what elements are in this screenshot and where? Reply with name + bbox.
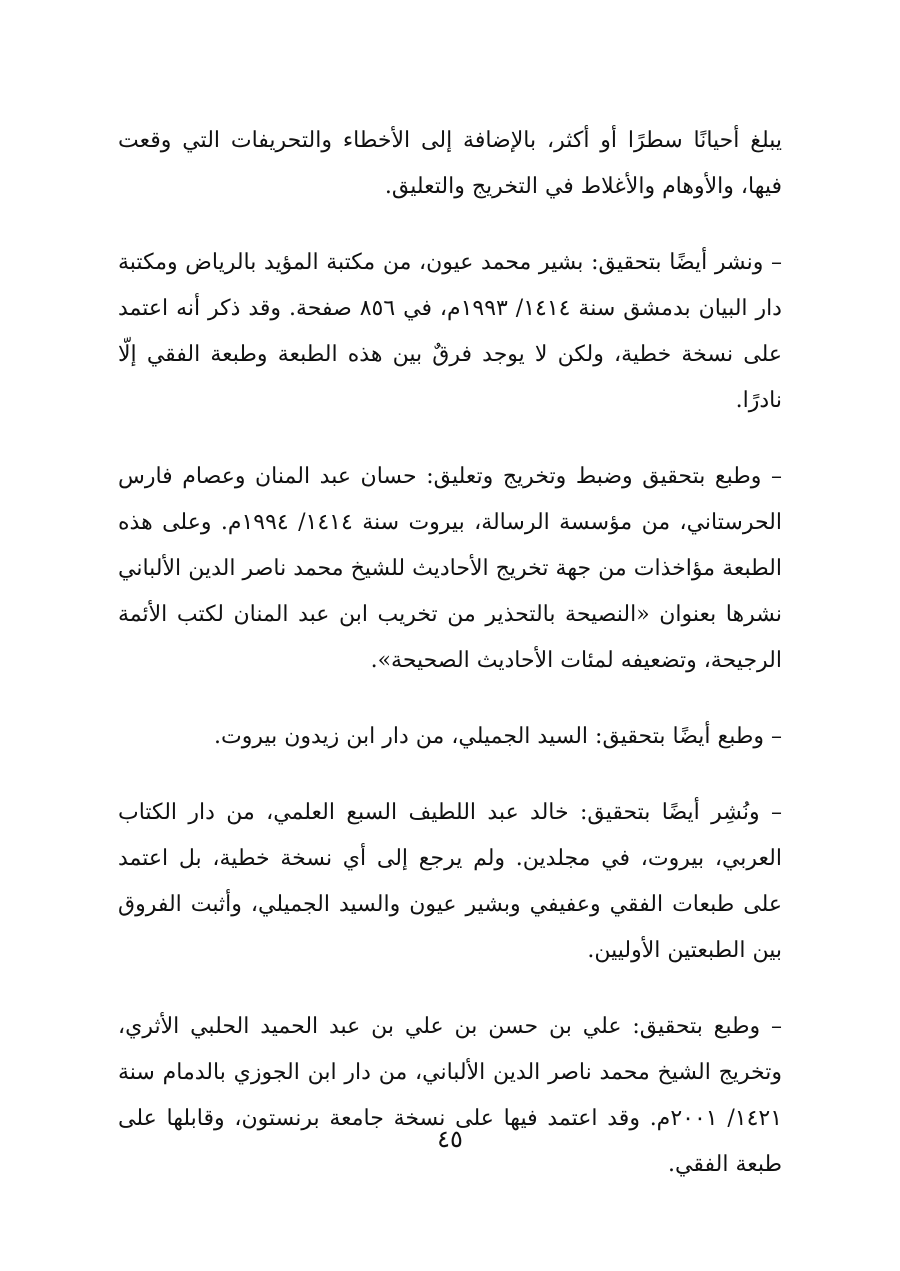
paragraph-edition-sayyid-jumaili: – وطبع أيضًا بتحقيق: السيد الجميلي، من دار ابن زيدون بيروت. bbox=[214, 724, 782, 749]
paragraph-edition-khalid-alsab: – ونُشِر أيضًا بتحقيق: خالد عبد اللطيف السبع العلمي، من دار الكتاب العربي، بيروت، في مجلدين. ولم يرجع إلى أي نسخة خطية، بل اعتمد على طبعات الفقي وعفيفي وبشير عيون والسيد الجميلي، وأثبت الفروق بين الطبعتين الأوليين. bbox=[118, 800, 782, 963]
page-number: ٤٥ bbox=[437, 1125, 463, 1153]
paragraph-edition-ali-halabi: – وطبع بتحقيق: علي بن حسن بن علي بن عبد الحميد الحلبي الأثري، وتخريج الشيخ محمد ناصر الدين الألباني، من دار ابن الجوزي بالدمام سنة ١٤٢١/ ٢٠٠١م. وقد اعتمد فيها على نسخة جامعة برنستون، وقابلها على طبعة الفقي. bbox=[118, 1014, 783, 1177]
paragraph-edition-bashir-uyun: – ونشر أيضًا بتحقيق: بشير محمد عيون، من مكتبة المؤيد بالرياض ومكتبة دار البيان بدمشق سنة ١٤١٤/ ١٩٩٣م، في ٨٥٦ صفحة. وقد ذكر أنه اعتمد على نسخة خطية، ولكن لا يوجد فرقٌ بين هذه الطبعة وطبعة الفقي إلّا نادرًا. bbox=[118, 250, 782, 413]
paragraph-continuation: يبلغ أحيانًا سطرًا أو أكثر، بالإضافة إلى الأخطاء والتحريفات التي وقعت فيها، والأوهام والأغلاط في التخريج والتعليق. bbox=[118, 128, 782, 199]
paragraph-edition-hassan-abd-almannan: – وطبع بتحقيق وضبط وتخريج وتعليق: حسان عبد المنان وعصام فارس الحرستاني، من مؤسسة الرسالة، بيروت سنة ١٤١٤/ ١٩٩٤م. وعلى هذه الطبعة مؤاخذات من جهة تخريج الأحاديث للشيخ محمد ناصر الدين الألباني نشرها بعنوان «النصيحة بالتحذير من تخريب ابن عبد المنان لكتب الأئمة الرجيحة، وتضعيفه لمئات الأحاديث الصحيحة». bbox=[118, 464, 782, 673]
page-body bbox=[118, 118, 782, 1218]
